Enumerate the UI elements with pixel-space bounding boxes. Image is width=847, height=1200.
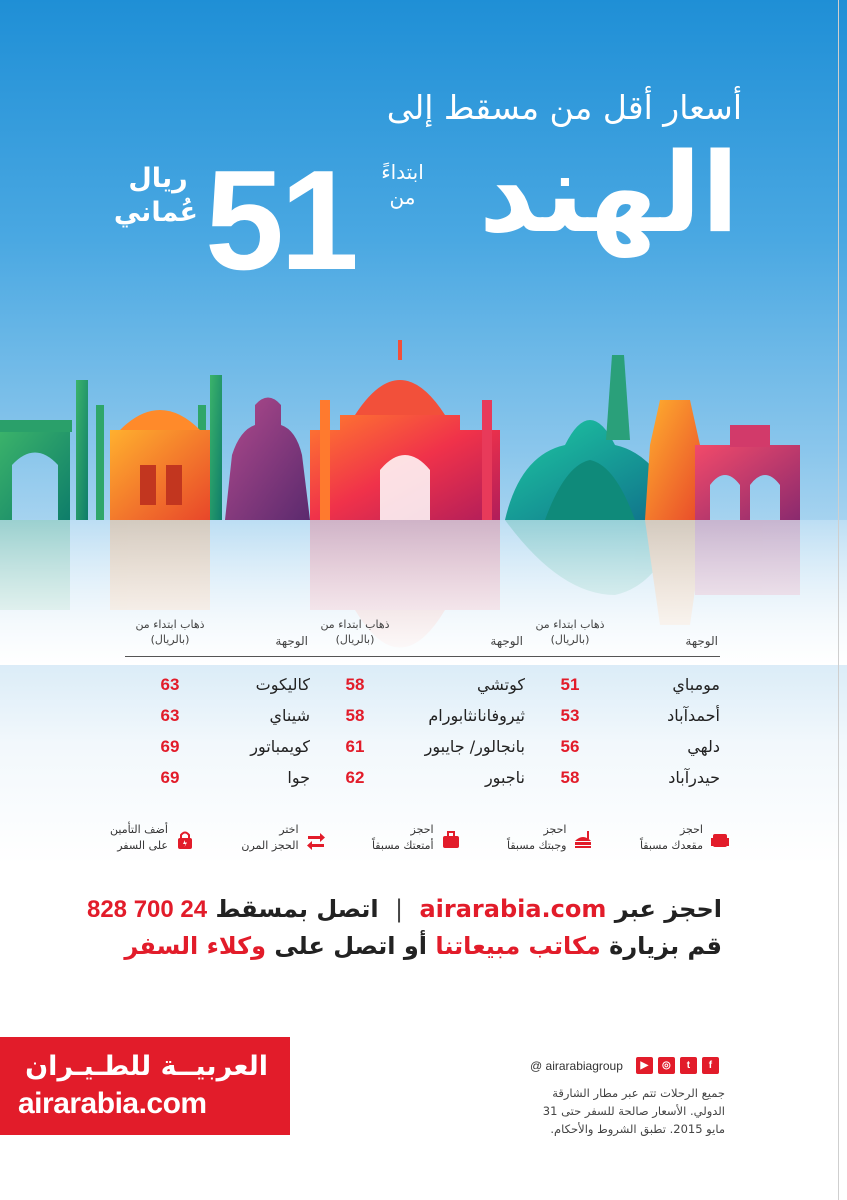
header-destination-2: الوجهة (490, 634, 523, 648)
price-cell: 62 (345, 767, 365, 787)
header-price-1-line-1: ذهاب ابتداء من (535, 618, 605, 632)
header-price-2 (310, 618, 400, 648)
booking-separator: | (395, 895, 404, 923)
price-cell: 58 (345, 705, 365, 725)
service-luggage-line-2: أمتعتك مسبقاً (371, 838, 434, 852)
booking-line (87, 895, 722, 924)
fares-table (125, 605, 720, 793)
service-flexible-line-2: الحجز المرن (241, 838, 299, 852)
logo-arabic-text: العربيــة للطـيـران (25, 1051, 268, 1082)
service-luggage-line-1: احجز (410, 823, 434, 836)
service-meal-text (507, 822, 566, 854)
service-meal-line-2: وجبتك مسبقاً (507, 838, 567, 852)
disclaimer-line-2: الدولي. الأسعار صالحة للسفر حتى 31 (542, 1103, 725, 1118)
price-cell: 69 (160, 767, 180, 787)
fares-table-header (125, 605, 720, 657)
price-cell: 61 (345, 736, 365, 756)
header-price-2-line-2: (بالريال) (335, 633, 375, 647)
table-row (125, 669, 720, 700)
table-row (125, 700, 720, 731)
service-luggage-text (372, 822, 434, 854)
page-edge-divider (838, 0, 839, 1200)
destination-cell: شيناي (269, 706, 310, 725)
table-row (125, 762, 720, 793)
price-cell: 69 (160, 736, 180, 756)
disclaimer-line-3: مايو 2015. تطبق الشروط والأحكام. (550, 1121, 725, 1136)
price-cell: 53 (560, 705, 580, 725)
phone-number[interactable]: 24 700 828 (86, 896, 208, 923)
call-muscat-label: اتصل بمسقط (215, 895, 379, 923)
destination-cell: مومباي (672, 675, 720, 694)
header-price-2-line-1: ذهاب ابتداء من (320, 618, 390, 632)
service-meal (507, 822, 593, 854)
service-insurance-line-1: أضف التأمين (110, 823, 168, 836)
currency-label (113, 162, 198, 230)
visit-line (124, 932, 722, 960)
twitter-icon[interactable]: t (680, 1057, 697, 1074)
price-cell: 58 (560, 767, 580, 787)
service-flexible (241, 822, 325, 854)
destination-cell: حيدرآباد (668, 768, 720, 787)
headline-price: 51 (205, 141, 355, 300)
price-cell: 63 (160, 705, 180, 725)
destination-cell: ناجبور (484, 768, 525, 787)
facebook-icon[interactable]: f (702, 1057, 719, 1074)
social-handle: @ airarabiagroup (530, 1058, 623, 1073)
sales-offices-label: مكاتب مبيعاتنا (435, 932, 601, 960)
fares-table-body (125, 657, 720, 793)
disclaimer-line-1: جميع الرحلات تتم عبر مطار الشارقة (552, 1086, 725, 1100)
currency-line-2: عُماني (113, 196, 198, 228)
header-price-3-line-1: ذهاب ابتداء من (135, 618, 205, 632)
header-price-3 (135, 618, 205, 648)
disclaimer (505, 1085, 725, 1138)
header-destination-3: الوجهة (275, 634, 308, 648)
service-seat-text (640, 822, 703, 854)
destination-cell: كوتشي (477, 675, 525, 694)
destination-cell: جوا (287, 768, 310, 787)
service-seat (640, 822, 730, 854)
visit-prefix: قم بزيارة (609, 932, 722, 960)
service-luggage (372, 822, 461, 854)
destination-cell: كاليكوت (255, 675, 310, 694)
service-insurance (110, 822, 195, 854)
headline-subtitle: أسعار أقل من مسقط إلى (386, 88, 742, 127)
header-price-3-line-2: (بالريال) (150, 633, 190, 647)
service-seat-line-2: مقعدك مسبقاً (639, 838, 703, 852)
price-cell: 58 (345, 674, 365, 694)
starting-from-label (365, 160, 440, 210)
currency-line-1: ريال (128, 163, 188, 194)
insurance-lock-icon (175, 830, 195, 850)
price-cell: 51 (560, 674, 580, 694)
seat-icon (710, 830, 730, 850)
header-price-1-line-2: (بالريال) (550, 633, 590, 647)
headline-destination: الهند (478, 129, 739, 257)
price-cell: 63 (160, 674, 180, 694)
destination-cell: بانجالور/ جايبور (424, 737, 525, 756)
travel-agents-label: وكلاء السفر (124, 932, 266, 960)
social-bar (530, 1057, 719, 1074)
or-contact-label: أو اتصل على (274, 932, 427, 960)
starting-from-line-2: من (389, 185, 416, 209)
service-insurance-text (110, 822, 168, 854)
starting-from-line-1: ابتداءً (381, 160, 424, 184)
service-flexible-line-1: اختر (279, 823, 299, 836)
book-via-label: احجز عبر (614, 895, 722, 923)
service-flexible-text (241, 822, 298, 854)
services-row (110, 822, 730, 854)
destination-cell: كويمباتور (250, 737, 310, 756)
air-arabia-logo (0, 1037, 290, 1135)
website-link[interactable]: airarabia.com (419, 895, 607, 923)
meal-icon (573, 830, 593, 850)
service-seat-line-1: احجز (679, 823, 703, 836)
header-price-1 (525, 618, 615, 648)
destination-cell: أحمدآباد (667, 706, 720, 725)
youtube-icon[interactable]: ▶ (636, 1057, 653, 1074)
price-cell: 56 (560, 736, 580, 756)
destination-cell: دلهي (687, 737, 720, 756)
flexible-booking-icon (306, 830, 326, 850)
instagram-icon[interactable]: ◎ (658, 1057, 675, 1074)
service-insurance-line-2: على السفر (117, 838, 168, 852)
luggage-icon (441, 830, 461, 850)
destination-cell: ثيروفانانثابورام (428, 706, 525, 725)
service-meal-line-1: احجز (543, 823, 567, 836)
logo-english-text: airarabia.com (18, 1087, 207, 1120)
header-destination-1: الوجهة (685, 634, 718, 648)
table-row (125, 731, 720, 762)
